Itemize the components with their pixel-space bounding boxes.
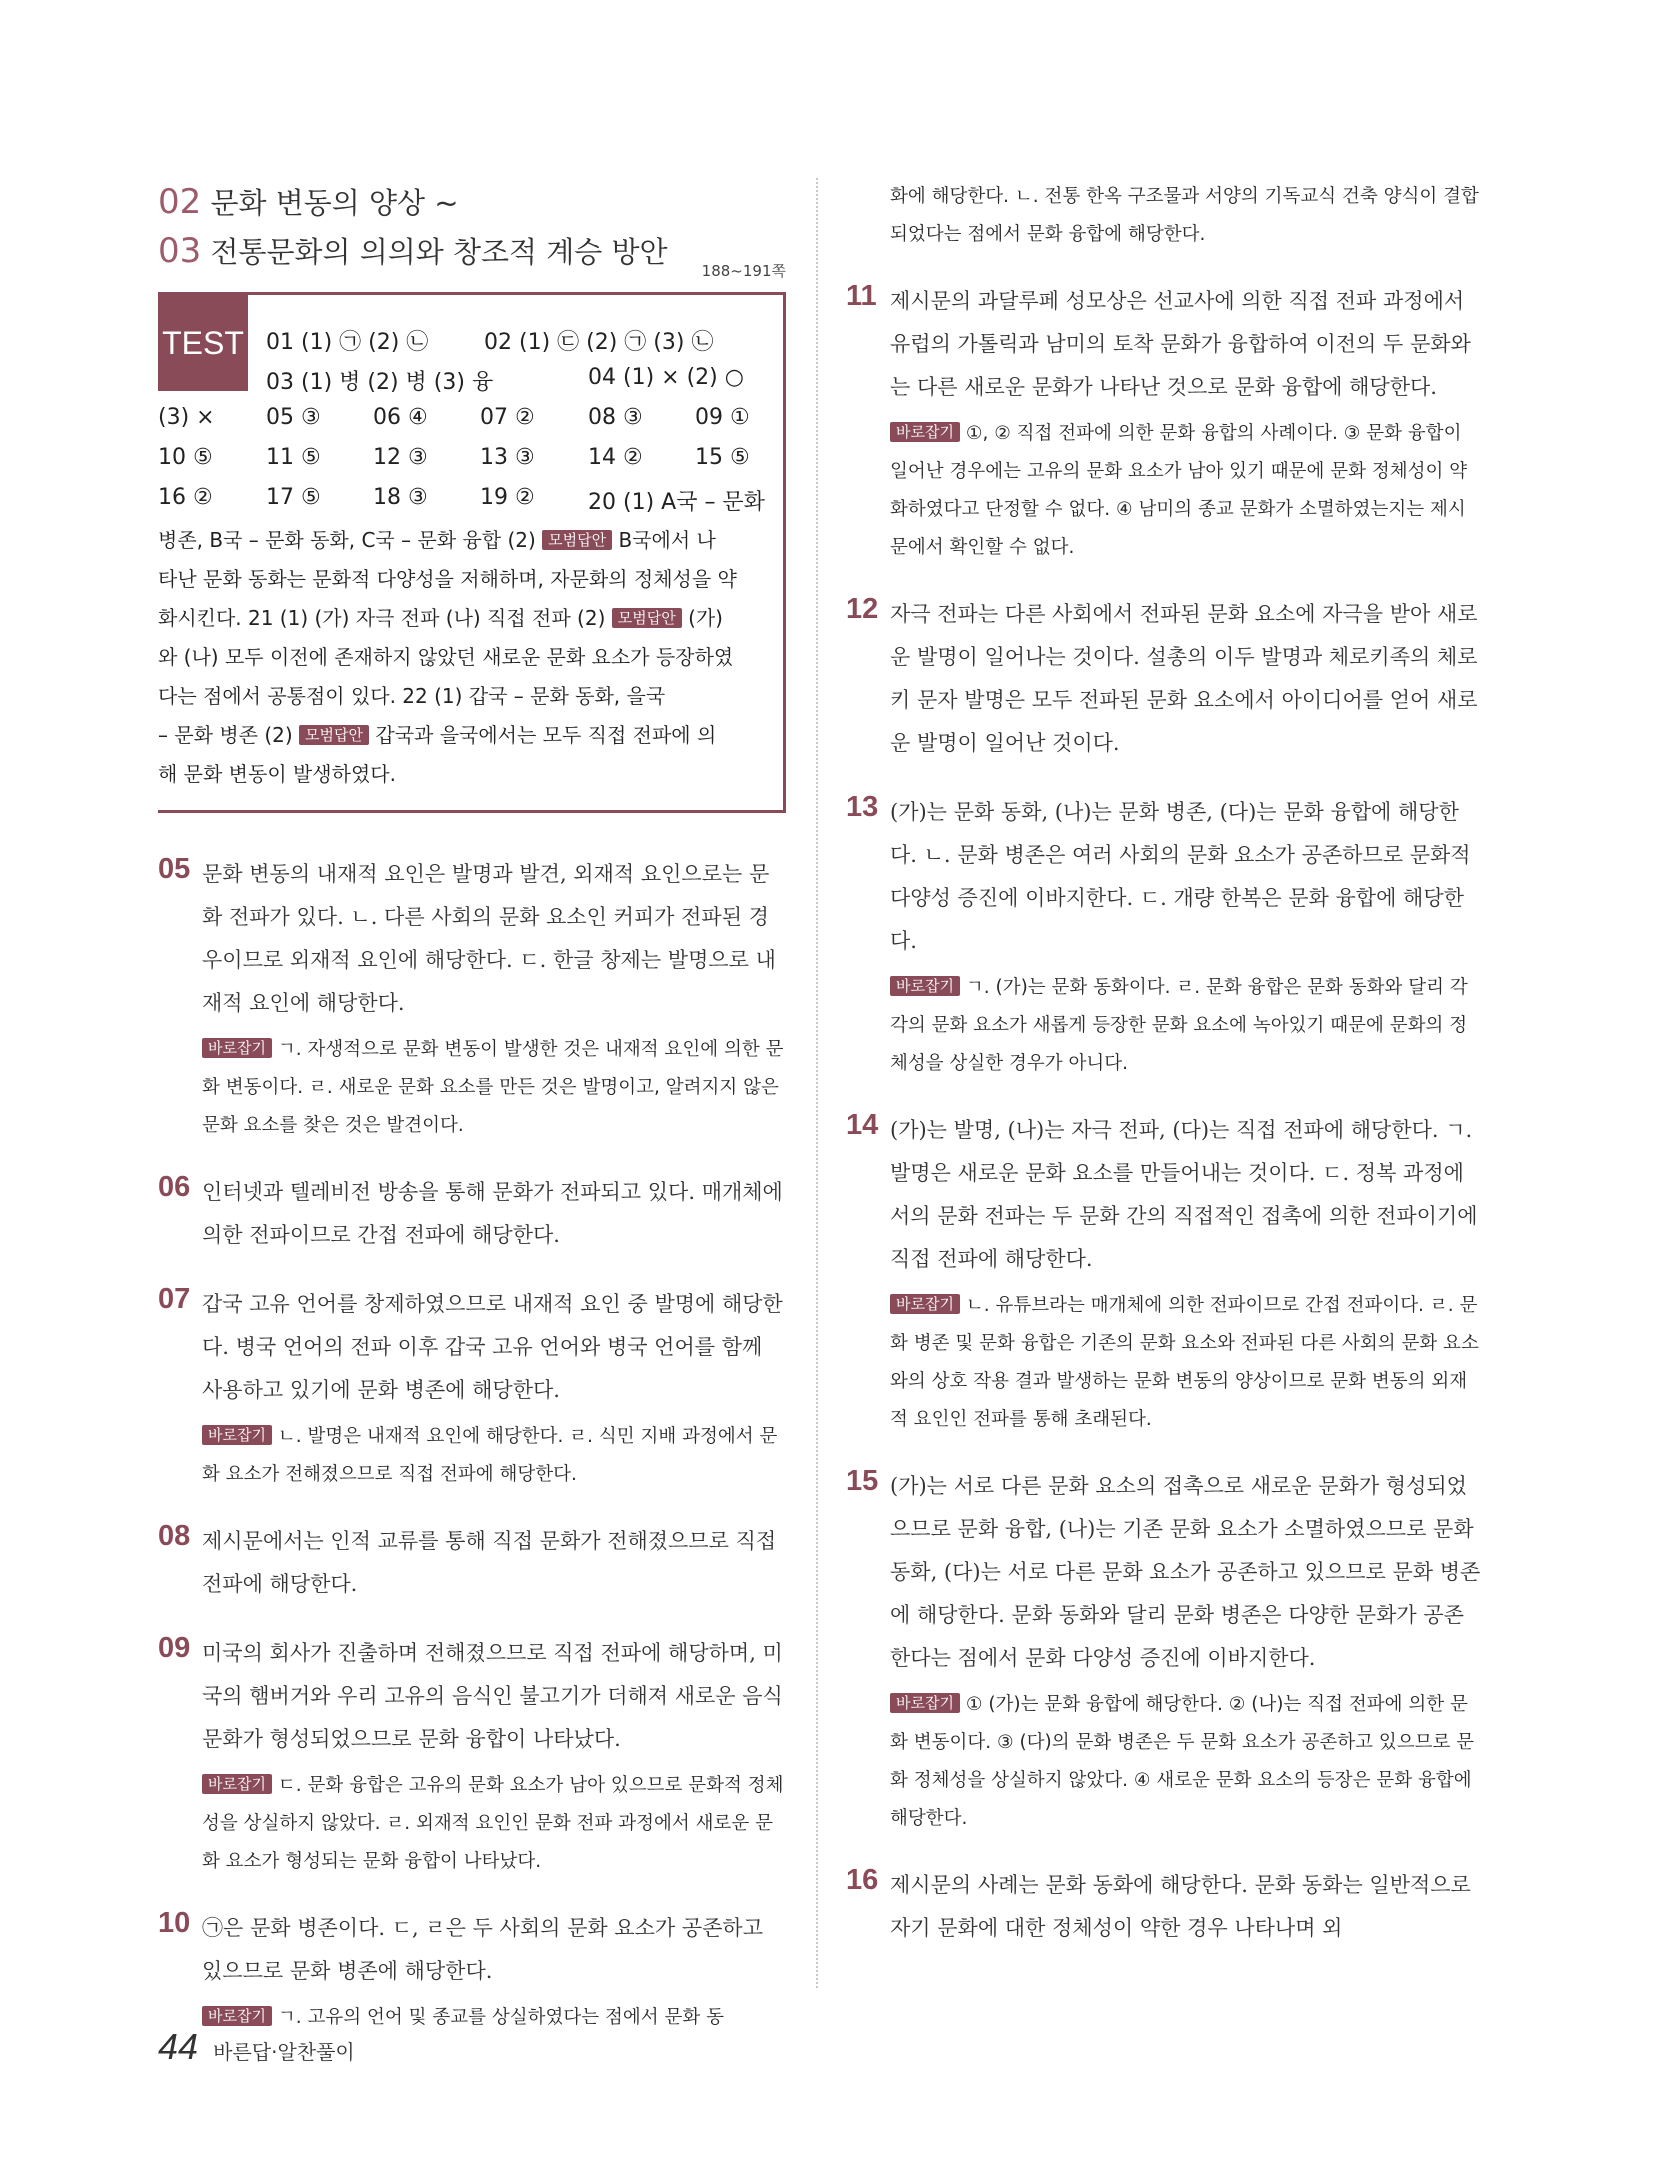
test-answer: 19 ②	[480, 485, 535, 510]
explanation-item: 14 (가)는 발명, (나)는 자극 전파, (다)는 직접 전파에 해당한다. ㄱ. 발명은 새로운 문화 요소를 만들어내는 것이다. ㄷ. 정복 과정에서의 문화 전파는 두 문화 간의 직접적인 접촉에 의한 전파이기에 직접 전파에 해당한다. 바로잡기 ㄴ. 유튜브라는 매개체에 의한 전파이므로 간접 전파이다. ㄹ. 문화 병존 및 문화 융합은 기존의 문화 요소와 전파된 다른 사회의 문화 요소와의 상호 작용 결과 발생하는 문화 변동의 양상이므로 문화 변동의 외재적 요인인 전파를 통해 초래된다.	[846, 1109, 1479, 1430]
explanation-item: 08 제시문에서는 인적 교류를 통해 직접 문화가 전해졌으므로 직접 전파에 해당한다.	[158, 1520, 777, 1596]
test-answer: 14 ②	[588, 445, 643, 470]
test-answer: 13 ③	[480, 445, 535, 470]
fix-tag: 바로잡기	[202, 1425, 272, 1445]
test-answer: 16 ②	[158, 485, 213, 510]
test-answer: 12 ③	[373, 445, 428, 470]
explanation-item: 05 문화 변동의 내재적 요인은 발명과 발견, 외재적 요인으로는 문화 전파가 있다. ㄴ. 다른 사회의 문화 요소인 커피가 전파된 경우이므로 외재적 요인에 해당한다. ㄷ. 한글 창제는 발명으로 내재적 요인에 해당한다. 바로잡기 ㄱ. 자생적으로 문화 변동이 발생한 것은 내재적 요인에 의한 문화 변동이다. ㄹ. 새로운 문화 요소를 만든 것은 발명이고, 알려지지 않은 문화 요소를 찾은 것은 발견이다.	[158, 853, 784, 1136]
explanation-item: 09 미국의 회사가 진출하며 전해졌으므로 직접 전파에 해당하며, 미국의 햄버거와 우리 고유의 음식인 불고기가 더해져 새로운 음식 문화가 형성되었으므로 문화 융합이 나타났다. 바로잡기 ㄷ. 문화 융합은 고유의 문화 요소가 남아 있으므로 문화적 정체성을 상실하지 않았다. ㄹ. 외재적 요인인 문화 전파 과정에서 새로운 문화 요소가 형성되는 문화 융합이 나타났다.	[158, 1632, 784, 1872]
test-answer: 18 ③	[373, 485, 428, 510]
test-label: TEST	[158, 295, 248, 391]
fix-tag: 바로잡기	[202, 1038, 272, 1058]
explanation-item: 07 갑국 고유 언어를 창제하였으므로 내재적 요인 중 발명에 해당한다. 병국 언어의 전파 이후 갑국 고유 언어와 병국 언어를 함께 사용하고 있기에 문화 병존에 해당한다. 바로잡기 ㄴ. 발명은 내재적 요인에 해당한다. ㄹ. 식민 지배 과정에서 문화 요소가 전해졌으므로 직접 전파에 해당한다.	[158, 1283, 783, 1485]
test-answer: 02 (1) ㉢ (2) ㉠ (3) ㉡	[484, 330, 714, 355]
fix-tag: 바로잡기	[890, 976, 960, 996]
model-answer-tag: 모범답안	[542, 530, 612, 550]
explanation-item: 10 ㉠은 문화 병존이다. ㄷ, ㄹ은 두 사회의 문화 요소가 공존하고 있으므로 문화 병존에 해당한다. 바로잡기 ㄱ. 고유의 언어 및 종교를 상실하였다는 점에서 문화 동	[158, 1907, 764, 2028]
explanation-item: 06 인터넷과 텔레비전 방송을 통해 문화가 전파되고 있다. 매개체에 의한 전파이므로 간접 전파에 해당한다.	[158, 1171, 783, 1247]
column-divider	[816, 178, 818, 1988]
test-answer: 08 ③	[588, 405, 643, 430]
model-answer-tag: 모범답안	[299, 725, 369, 745]
right-column	[846, 178, 1482, 1976]
test-answer-box	[158, 292, 786, 813]
section-title-line1: 02 문화 변동의 양상 ~	[158, 182, 459, 222]
fix-tag: 바로잡기	[890, 422, 960, 442]
explanation-item: 16 제시문의 사례는 문화 동화에 해당한다. 문화 동화는 일반적으로 자기 문화에 대한 정체성이 약한 경우 나타나며 외	[846, 1864, 1471, 1940]
page-number: 44	[158, 2026, 199, 2067]
test-answer: 03 (1) 병 (2) 병 (3) 융	[266, 370, 494, 395]
fix-tag: 바로잡기	[890, 1693, 960, 1713]
test-paragraph: 병존, B국 – 문화 동화, C국 – 문화 융합 (2) 모범답안 B국에서 나 타난 문화 동화는 문화적 다양성을 저해하며, 자문화의 정체성을 약 화시킨다. 21 (1) (가) 자극 전파 (나) 직접 전파 (2) 모범답안 (가) 와 (나) 모두 이전에 존재하지 않았던 새로운 문화 요소가 등장하였 다는 점에서 공통점이 있다. 22 (1) 갑국 – 문화 동화, 을국 – 문화 병존 (2) 모범답안 갑국과 을국에서는 모두 직접 전파에 의 해 문화 변동이 발생하였다.	[158, 528, 737, 786]
test-answer: 05 ③	[266, 405, 321, 430]
test-answer: 06 ④	[373, 405, 428, 430]
continued-fix: 화에 해당한다. ㄴ. 전통 한옥 구조물과 서양의 기독교식 건축 양식이 결합되었다는 점에서 문화 융합에 해당한다.	[890, 186, 1479, 245]
book-title: 바른답·알찬풀이	[213, 2040, 355, 2064]
section-title-line2: 03 전통문화의 의의와 창조적 계승 방안	[158, 231, 668, 271]
fix-tag: 바로잡기	[890, 1294, 960, 1314]
explanation-item: 11 제시문의 과달루페 성모상은 선교사에 의한 직접 전파 과정에서 유럽의 가톨릭과 남미의 토착 문화가 융합하여 이전의 두 문화와는 다른 새로운 문화가 나타난 것으로 문화 융합에 해당한다. 바로잡기 ①, ② 직접 전파에 의한 문화 융합의 사례이다. ③ 문화 융합이 일어난 경우에는 고유의 문화 요소가 남아 있기 때문에 문화 정체성이 약화하였다고 단정할 수 없다. ④ 남미의 종교 문화가 소멸하였는지는 제시문에서 확인할 수 없다.	[846, 280, 1471, 558]
explanation-item: 13 (가)는 문화 동화, (나)는 문화 병존, (다)는 문화 융합에 해당한다. ㄴ. 문화 병존은 여러 사회의 문화 요소가 공존하므로 문화적 다양성 증진에 이바지한다. ㄷ. 개량 한복은 문화 융합에 해당한다. 바로잡기 ㄱ. (가)는 문화 동화이다. ㄹ. 문화 융합은 문화 동화와 달리 각각의 문화 요소가 새롭게 등장한 문화 요소에 녹아있기 때문에 문화의 정체성을 상실한 경우가 아니다.	[846, 791, 1471, 1074]
fix-tag: 바로잡기	[202, 2006, 272, 2026]
test-answer: 07 ②	[480, 405, 535, 430]
page-footer	[158, 2026, 355, 2068]
test-answer: 09 ①	[695, 405, 750, 430]
test-answer: (3) ×	[158, 405, 215, 430]
test-answer: 01 (1) ㉠ (2) ㉡	[266, 330, 429, 355]
fix-tag: 바로잡기	[202, 1774, 272, 1794]
model-answer-tag: 모범답안	[612, 608, 682, 628]
left-column	[158, 178, 786, 2063]
page-range: 188~191쪽	[701, 262, 786, 280]
test-answer: 11 ⑤	[266, 445, 321, 470]
test-answer: 17 ⑤	[266, 485, 321, 510]
left-explanations	[158, 853, 786, 2037]
test-answer: 20 (1) A국 – 문화	[588, 490, 765, 515]
test-answer: 15 ⑤	[695, 445, 750, 470]
test-answer: 10 ⑤	[158, 445, 213, 470]
test-answer: 04 (1) × (2) ○	[588, 365, 744, 390]
explanation-item: 15 (가)는 서로 다른 문화 요소의 접촉으로 새로운 문화가 형성되었으므로 문화 융합, (나)는 기존 문화 요소가 소멸하였으므로 문화 동화, (다)는 서로 다른 문화 요소가 공존하고 있으므로 문화 병존에 해당한다. 문화 동화와 달리 문화 병존은 다양한 문화가 공존한다는 점에서 문화 다양성 증진에 이바지한다. 바로잡기 ① (가)는 문화 융합에 해당한다. ② (나)는 직접 전파에 의한 문화 변동이다. ③ (다)의 문화 병존은 두 문화 요소가 공존하고 있으므로 문화 정체성을 상실하지 않았다. ④ 새로운 문화 요소의 등장은 문화 융합에 해당한다.	[846, 1465, 1481, 1829]
explanation-item: 12 자극 전파는 다른 사회에서 전파된 문화 요소에 자극을 받아 새로운 발명이 일어나는 것이다. 설총의 이두 발명과 체로키족의 체로키 문자 발명은 모두 전파된 문화 요소에서 아이디어를 얻어 새로운 발명이 일어난 것이다.	[846, 593, 1478, 755]
